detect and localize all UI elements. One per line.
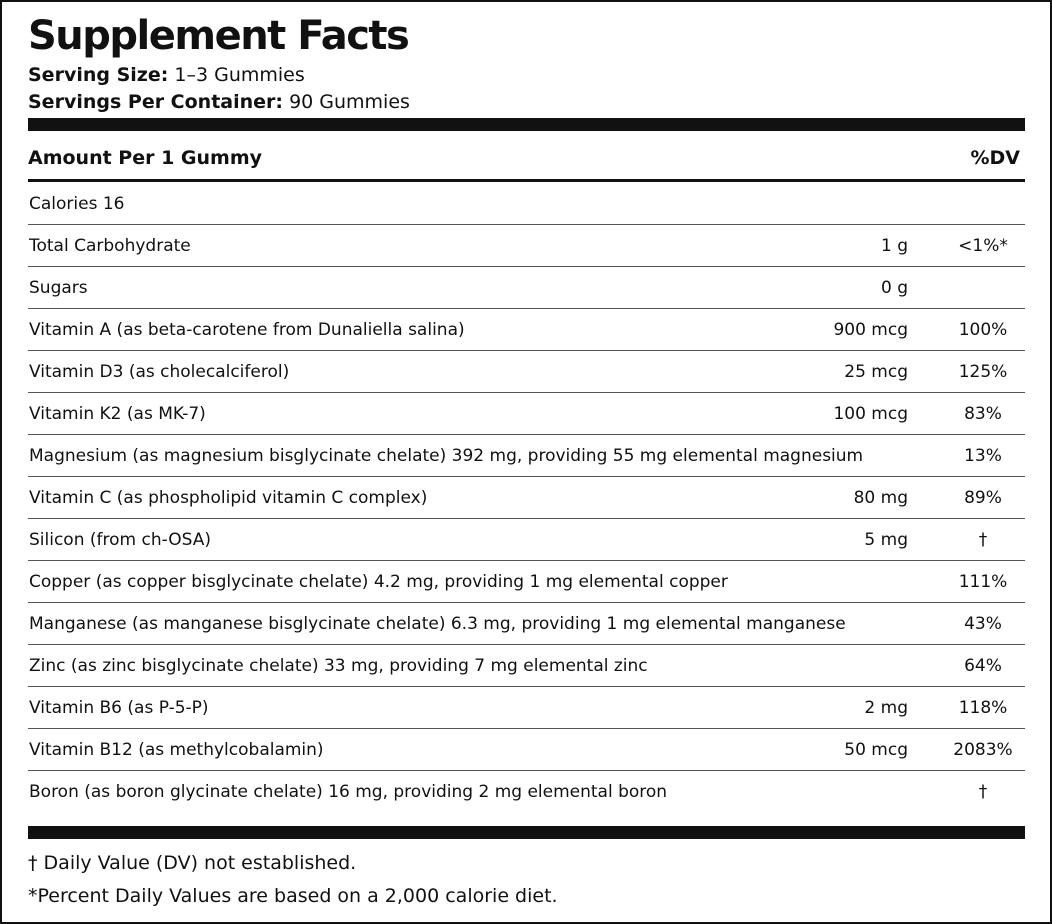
nutrient-amount: 80 mg (853, 488, 908, 508)
nutrient-daily-value: 111% (958, 572, 1008, 592)
nutrient-row (28, 771, 1025, 813)
bottom-thick-rule (28, 826, 1025, 839)
nutrient-daily-value: 13% (964, 446, 1002, 466)
nutrient-daily-value: 100% (958, 320, 1008, 340)
nutrient-row (28, 645, 1025, 687)
serving-size-label: Serving Size: (28, 64, 169, 86)
serving-size-value: 1–3 Gummies (174, 64, 305, 86)
dv-header: %DV (970, 147, 1020, 169)
nutrient-daily-value: † (978, 530, 988, 550)
nutrient-row (28, 393, 1025, 435)
nutrient-amount: 5 mg (864, 530, 908, 550)
nutrient-amount: 50 mcg (844, 740, 908, 760)
nutrient-name: Sugars (29, 278, 88, 298)
nutrient-name: Vitamin B12 (as methylcobalamin) (29, 740, 324, 760)
nutrient-row (28, 225, 1025, 267)
nutrient-name: Vitamin K2 (as MK-7) (29, 404, 206, 424)
nutrient-daily-value: 83% (964, 404, 1002, 424)
nutrient-table (28, 183, 1025, 813)
nutrient-name: Total Carbohydrate (29, 236, 191, 256)
column-header (28, 142, 1025, 174)
nutrient-daily-value: 43% (964, 614, 1002, 634)
nutrient-name: Silicon (from ch-OSA) (29, 530, 211, 550)
top-thick-rule (28, 118, 1025, 131)
nutrient-row (28, 729, 1025, 771)
nutrient-row (28, 267, 1025, 309)
nutrient-daily-value: 2083% (953, 740, 1013, 760)
nutrient-row (28, 477, 1025, 519)
nutrient-daily-value: 125% (958, 362, 1008, 382)
nutrient-amount: 1 g (880, 236, 908, 256)
nutrient-name: Calories 16 (29, 194, 125, 214)
servings-per-container-label: Servings Per Container: (28, 91, 284, 113)
nutrient-daily-value: <1%* (958, 236, 1008, 256)
panel-title: Supplement Facts (28, 13, 409, 59)
nutrient-row (28, 351, 1025, 393)
nutrient-name: Magnesium (as magnesium bisglycinate chelate) 392 mg, providing 55 mg elemental magnesium (29, 446, 864, 466)
nutrient-row (28, 309, 1025, 351)
nutrient-row (28, 603, 1025, 645)
nutrient-name: Copper (as copper bisglycinate chelate) 4.2 mg, providing 1 mg elemental copper (29, 572, 728, 592)
nutrient-daily-value: 64% (964, 656, 1002, 676)
nutrient-daily-value: 89% (964, 488, 1002, 508)
nutrient-row (28, 435, 1025, 477)
nutrient-daily-value: † (978, 782, 988, 802)
nutrient-name: Vitamin C (as phospholipid vitamin C complex) (29, 488, 428, 508)
nutrient-name: Vitamin A (as beta-carotene from Dunaliella salina) (29, 320, 465, 340)
nutrient-daily-value: 118% (958, 698, 1008, 718)
nutrient-amount: 25 mcg (844, 362, 908, 382)
nutrient-name: Boron (as boron glycinate chelate) 16 mg, providing 2 mg elemental boron (29, 782, 668, 802)
nutrient-row (28, 561, 1025, 603)
servings-per-container-line (28, 89, 410, 115)
nutrient-name: Zinc (as zinc bisglycinate chelate) 33 mg, providing 7 mg elemental zinc (29, 656, 648, 676)
header-rule (28, 179, 1025, 182)
nutrient-row (28, 687, 1025, 729)
serving-size-line (28, 62, 305, 88)
nutrient-amount: 100 mcg (833, 404, 908, 424)
footnote-dagger: † Daily Value (DV) not established. (28, 852, 357, 874)
amount-per-header: Amount Per 1 Gummy (28, 147, 263, 169)
nutrient-row (28, 519, 1025, 561)
servings-per-container-value: 90 Gummies (289, 91, 410, 113)
nutrient-name: Manganese (as manganese bisglycinate chelate) 6.3 mg, providing 1 mg elemental manganese (29, 614, 846, 634)
nutrient-name: Vitamin D3 (as cholecalciferol) (29, 362, 290, 382)
nutrient-amount: 0 g (880, 278, 908, 298)
nutrient-amount: 2 mg (864, 698, 908, 718)
nutrient-row (28, 183, 1025, 225)
nutrient-name: Vitamin B6 (as P-5-P) (29, 698, 209, 718)
nutrient-amount: 900 mcg (833, 320, 908, 340)
footnote-percent-dv: *Percent Daily Values are based on a 2,000 calorie diet. (28, 885, 558, 907)
